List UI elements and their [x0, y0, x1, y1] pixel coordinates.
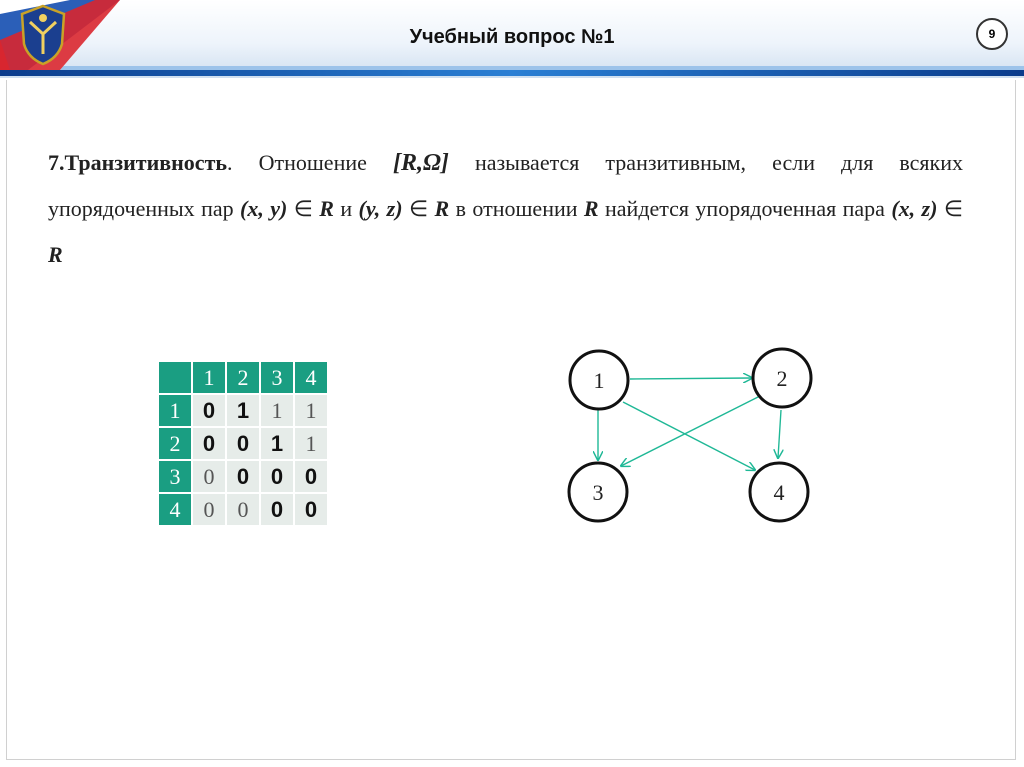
- edge-2-4: [778, 410, 781, 458]
- matrix-col-header: 1: [193, 362, 225, 393]
- matrix-cell: 0: [193, 494, 225, 525]
- set-r: R: [48, 242, 63, 267]
- matrix-cell: 0: [261, 494, 293, 525]
- matrix-cell: 0: [193, 428, 225, 459]
- header-stripe-blue: [0, 70, 1024, 76]
- definition-paragraph: [48, 140, 963, 278]
- edge-2-3: [621, 396, 760, 466]
- matrix-cell: 0: [193, 395, 225, 426]
- matrix-cell: 1: [295, 395, 327, 426]
- node-label-4: 4: [773, 480, 785, 505]
- matrix-corner: [159, 362, 191, 393]
- pair-yz: (y, z): [358, 196, 403, 221]
- set-r: R: [583, 196, 599, 221]
- matrix-col-header: 4: [295, 362, 327, 393]
- matrix-row-header: 1: [159, 395, 191, 426]
- set-r: R: [319, 196, 334, 221]
- node-label-1: 1: [593, 368, 605, 393]
- matrix-cell: 0: [261, 461, 293, 492]
- matrix-row-header: 4: [159, 494, 191, 525]
- page-number-badge: 9: [976, 18, 1008, 50]
- page-title: Учебный вопрос №1: [409, 26, 615, 48]
- matrix-cell: 1: [295, 428, 327, 459]
- pair-xy: (x, y): [240, 196, 288, 221]
- matrix-cell: 1: [261, 395, 293, 426]
- adjacency-matrix: [157, 360, 329, 527]
- matrix-row: [159, 494, 327, 525]
- matrix-col-header: 3: [261, 362, 293, 393]
- matrix-row: [159, 428, 327, 459]
- relation-graph: [555, 340, 835, 540]
- matrix-row-header: 2: [159, 428, 191, 459]
- matrix-row: [159, 461, 327, 492]
- set-r: R: [434, 196, 450, 221]
- matrix-cell: 0: [193, 461, 225, 492]
- relation-notation: [R,Ω]: [392, 150, 449, 176]
- matrix-cell: 0: [295, 494, 327, 525]
- matrix-cell: 1: [227, 395, 259, 426]
- text-segment: ∈: [937, 196, 963, 221]
- definition-number-label: 7.Транзитивность: [48, 150, 228, 175]
- matrix-row: [159, 395, 327, 426]
- pair-xz: (x, z): [891, 196, 938, 221]
- matrix-cell: 0: [227, 428, 259, 459]
- matrix-col-header: 2: [227, 362, 259, 393]
- text-segment: называется транзитивным, если для всяких упорядоченных пар: [48, 150, 964, 221]
- text-segment: ∈: [402, 196, 435, 221]
- matrix-row-header: 3: [159, 461, 191, 492]
- matrix-header-row: [159, 362, 327, 393]
- text-segment: в отношении: [449, 196, 584, 221]
- text-segment: ∈: [287, 196, 320, 221]
- matrix-cell: 0: [227, 461, 259, 492]
- text-segment: найдется упорядоченная пара: [598, 196, 892, 221]
- matrix-cell: 0: [227, 494, 259, 525]
- text-segment: . Отношение: [227, 150, 393, 175]
- edge-1-2: [630, 378, 752, 379]
- node-label-2: 2: [776, 366, 788, 391]
- text-segment: и: [333, 196, 359, 221]
- edge-1-4: [623, 402, 755, 470]
- matrix-cell: 1: [261, 428, 293, 459]
- matrix-cell: 0: [295, 461, 327, 492]
- node-label-3: 3: [592, 480, 604, 505]
